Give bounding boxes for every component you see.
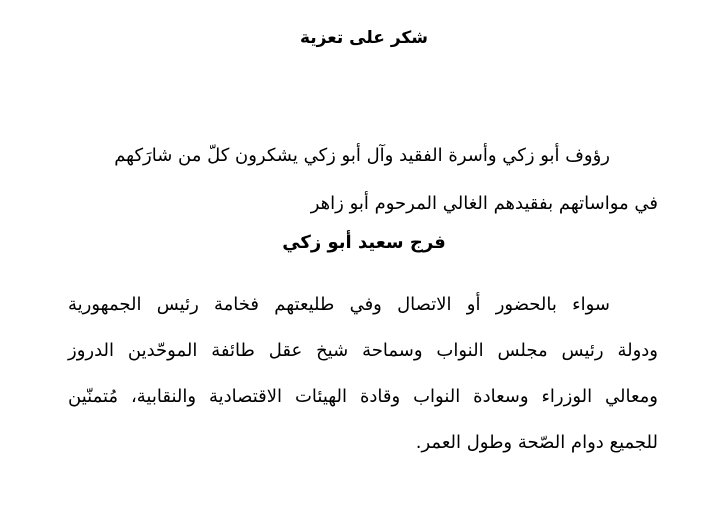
thanks-paragraph (68, 282, 658, 466)
intro-line: في مواساتهم بفقيدهم الغالي المرحوم أبو زاهر (310, 193, 658, 214)
thanks-line: ودولة رئيس مجلس النواب وسماحة شيخ عقل طائفة الموحّدين الدروز (68, 340, 658, 361)
thanks-line: ومعالي الوزراء وسعادة النواب وقادة الهيئات الاقتصادية والنقابية، مُتمنّين (68, 386, 658, 407)
deceased-name: فرج سعيد أبو زكي (282, 232, 446, 253)
intro-line: رؤوف أبو زكي وأسرة الفقيد وآل أبو زكي يشكرون كلّ من شارَكهم (114, 145, 610, 166)
thanks-line: للجميع دوام الصّحة وطول العمر. (415, 432, 658, 453)
thanks-line: سواء بالحضور أو الاتصال وفي طليعتهم فخامة رئيس الجمهورية (68, 294, 610, 315)
document-title: شكر على تعزية (299, 28, 428, 48)
intro-paragraph (58, 132, 658, 228)
